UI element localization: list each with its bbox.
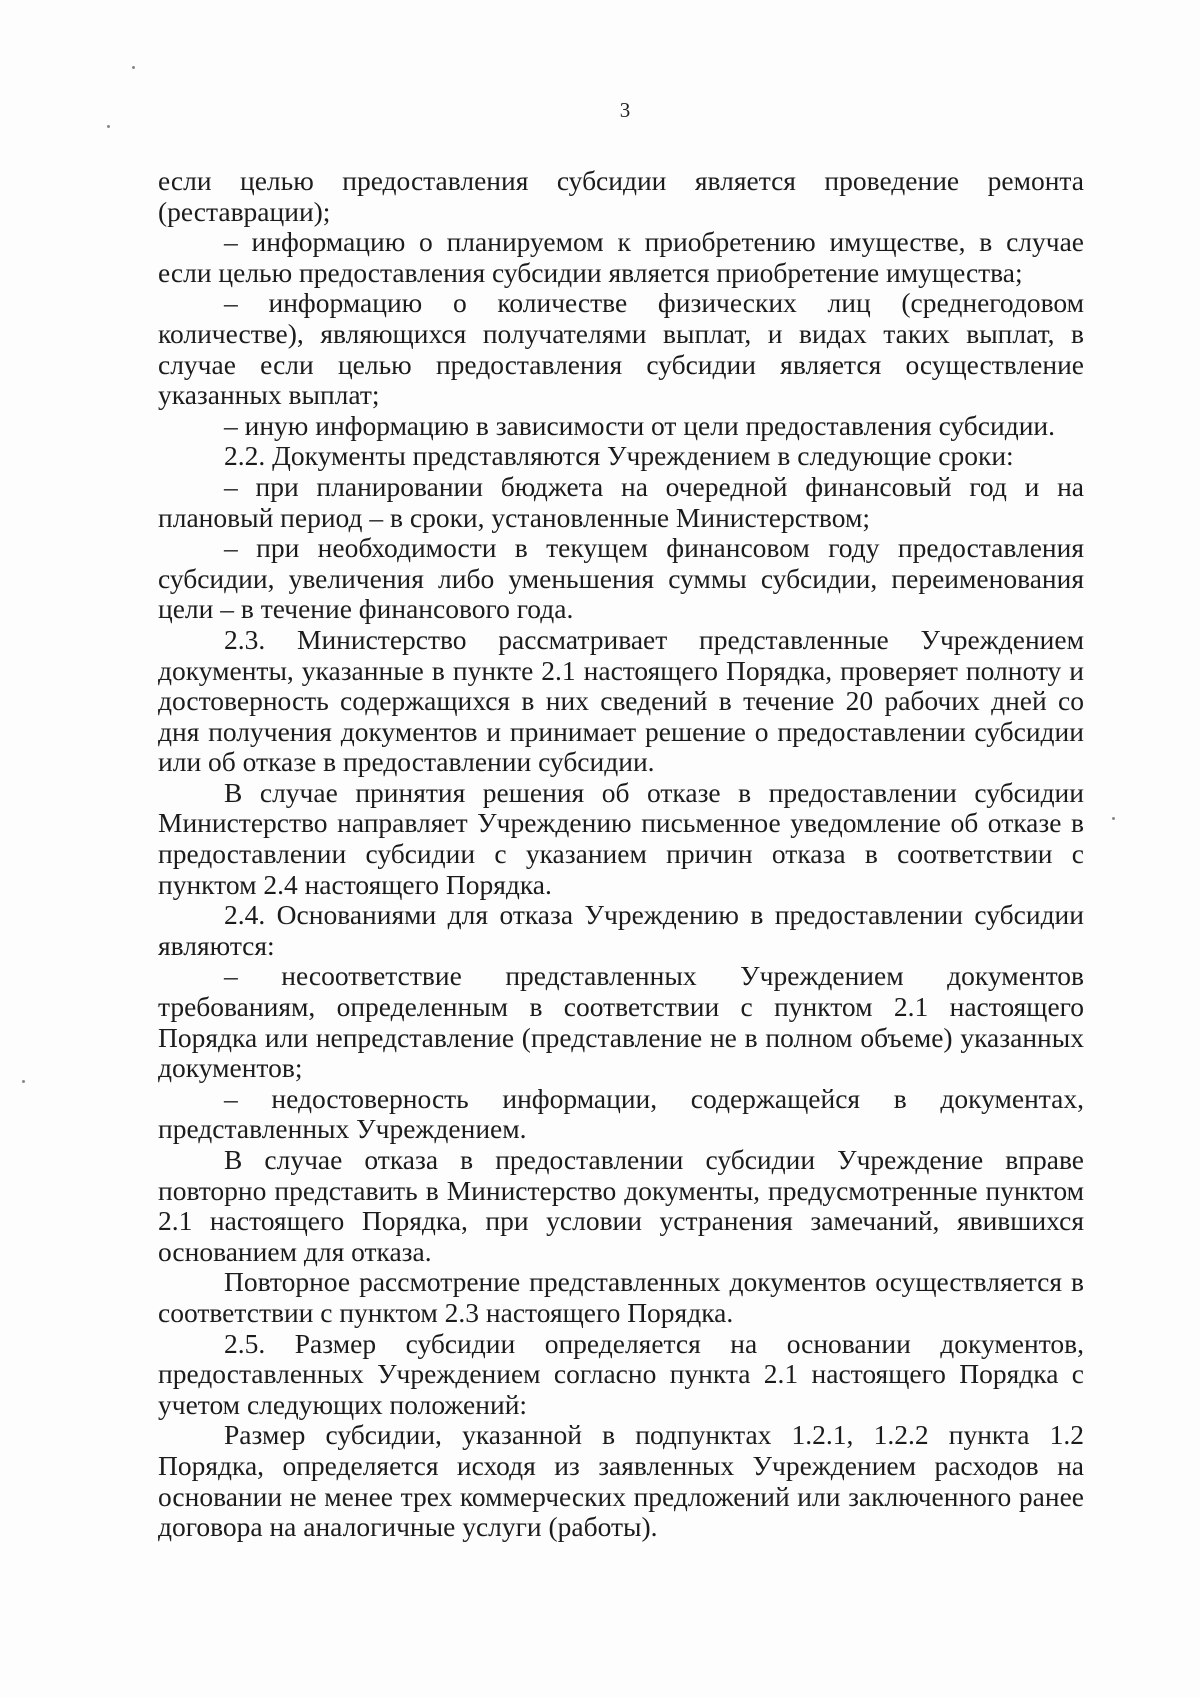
paragraph: 2.2. Документы представляются Учреждением в следующие сроки: — [224, 440, 1014, 472]
scan-speck — [1112, 817, 1115, 820]
paragraph: – недостоверность информации, содержащейся в документах, представленных Учреждением. — [158, 1082, 1084, 1145]
paragraph: – несоответствие представленных Учреждением документов требованиям, определенным в соответствии с пунктом 2.1 настоящего Порядка или непредставление (представление не в полном объеме) указанных документов; — [158, 960, 1084, 1084]
scan-speck — [22, 1080, 25, 1083]
paragraph: Размер субсидии, указанной в подпунктах 1.2.1, 1.2.2 пункта 1.2 Порядка, определяется исходя из заявленных Учреждением расходов на основании не менее трех коммерческих предложений или заключенного ранее договора на аналогичные услуги (работы). — [158, 1419, 1084, 1543]
document-body — [158, 166, 1084, 1543]
scan-speck — [107, 125, 110, 128]
paragraph: 2.4. Основаниями для отказа Учреждению в предоставлении субсидии являются: — [158, 899, 1084, 961]
paragraph: Повторное рассмотрение представленных документов осуществляется в соответствии с пунктом 2.3 настоящего Порядка. — [158, 1266, 1084, 1328]
paragraph: – при необходимости в текущем финансовом году предоставления субсидии, увеличения либо уменьшения суммы субсидии, переименования цели – в течение финансового года. — [158, 532, 1084, 625]
scan-speck — [132, 66, 135, 69]
paragraph: 2.3. Министерство рассматривает представленные Учреждением документы, указанные в пункте 2.1 настоящего Порядка, проверяет полноту и достоверность содержащихся в них сведений в течение 20 рабочих дней со дня получения документов и принимает решение о предоставлении субсидии или об отказе в предоставлении субсидии. — [158, 623, 1084, 778]
paragraph: 2.5. Размер субсидии определяется на основании документов, предоставленных Учреждением согласно пункта 2.1 настоящего Порядка с учетом следующих положений: — [158, 1327, 1084, 1420]
paragraph: – иную информацию в зависимости от цели предоставления субсидии. — [224, 409, 1056, 441]
paragraph: – информацию о планируемом к приобретению имуществе, в случае если целью предоставления субсидии является приобретение имущества; — [158, 226, 1084, 288]
paragraph: – при планировании бюджета на очередной финансовый год и на плановый период – в сроки, установленные Министерством; — [158, 470, 1084, 533]
paragraph: В случае отказа в предоставлении субсидии Учреждение вправе повторно представить в Министерство документы, предусмотренные пунктом 2.1 настоящего Порядка, при условии устранения замечаний, явившихся основанием для отказа. — [158, 1144, 1084, 1267]
paragraph: – информацию о количестве физических лиц (среднегодовом количестве), являющихся получателями выплат, и видах таких выплат, в случае если целью предоставления субсидии является осуществление указанных выплат; — [158, 287, 1084, 411]
paragraph: В случае принятия решения об отказе в предоставлении субсидии Министерство направляет Учреждению письменное уведомление об отказе в предоставлении субсидии с указанием причин отказа в соответствии с пунктом 2.4 настоящего Порядка. — [158, 776, 1084, 900]
page-number: 3 — [619, 98, 631, 122]
paragraph: если целью предоставления субсидии является проведение ремонта (реставрации); — [158, 165, 1084, 227]
